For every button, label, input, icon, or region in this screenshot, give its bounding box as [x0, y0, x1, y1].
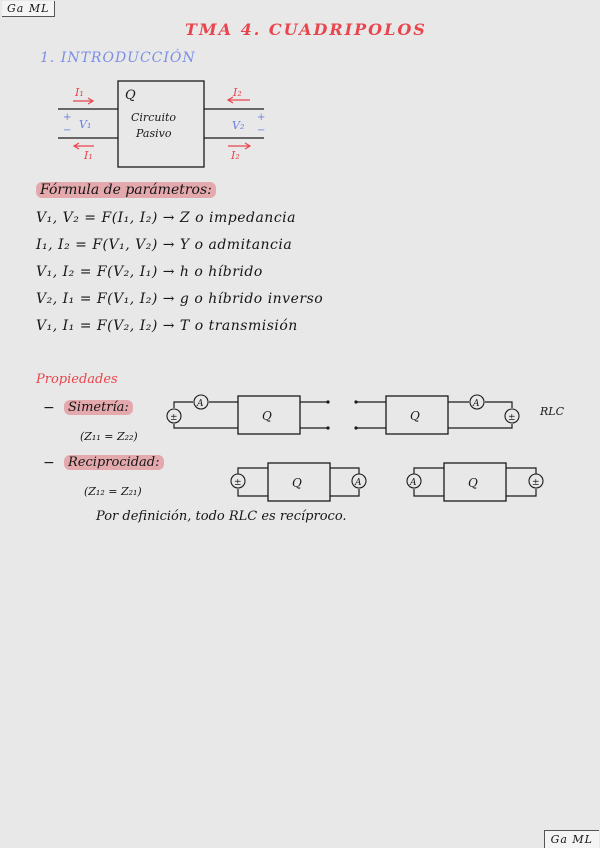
- open-terminal: [326, 400, 329, 403]
- source-symbol-text: ±: [234, 478, 242, 488]
- v2-minus: −: [257, 125, 266, 136]
- symmetry-right-wire: [448, 402, 512, 428]
- header-tag: Ga ML: [2, 1, 55, 17]
- symmetry-circuit-left: [167, 395, 330, 434]
- rlc-label: RLC: [540, 405, 565, 418]
- source-symbol-text: ±: [532, 478, 540, 488]
- symmetry-label: Simetría:: [64, 400, 133, 415]
- formula-row: I₁, I₂ = F(V₁, V₂) → Y o admitancia: [36, 237, 293, 253]
- source-symbol-text: ±: [170, 413, 178, 423]
- symmetry-box-right-q: Q: [410, 409, 420, 423]
- v1-label: V₁: [79, 118, 92, 131]
- reciprocity-label: Reciprocidad:: [64, 455, 164, 470]
- i2-out-label: I₂: [231, 149, 240, 162]
- formula-row: V₁, I₁ = F(V₂, I₂) → T o transmisión: [36, 318, 298, 334]
- box-q-label: Q: [125, 88, 136, 103]
- symmetry-left-wire: [174, 402, 238, 428]
- box-text-line1: Circuito: [131, 111, 176, 124]
- v1-minus: −: [63, 125, 72, 136]
- ammeter-symbol-text: A: [197, 399, 204, 409]
- i1-in-label: I₁: [75, 86, 84, 99]
- intro-section-title: 1. INTRODUCCIÓN: [40, 50, 196, 66]
- open-terminal: [326, 426, 329, 429]
- symmetry-circuit-right: [354, 395, 564, 434]
- formula-row: V₁, V₂ = F(I₁, I₂) → Z o impedancia: [36, 210, 296, 226]
- v2-label: V₂: [232, 119, 245, 132]
- ammeter-symbol-text: A: [355, 478, 362, 488]
- reciprocity-box-right-q: Q: [468, 476, 478, 490]
- i1-out-label: I₁: [84, 149, 93, 162]
- v2-plus: +: [257, 112, 266, 123]
- open-terminal: [354, 400, 357, 403]
- formulas-heading: Fórmula de parámetros:: [36, 182, 216, 198]
- reciprocity-circuit-left: [231, 463, 366, 501]
- bullet-reciprocity: −: [43, 455, 55, 471]
- reciprocity-circuit-right: [407, 463, 543, 501]
- source-symbol-text: ±: [508, 413, 516, 423]
- ammeter-symbol-text: A: [410, 478, 417, 488]
- page-title: TMA 4. CUADRIPOLOS: [185, 20, 427, 39]
- symmetry-condition: (Z₁₁ = Z₂₂): [80, 430, 138, 443]
- box-text-line2: Pasivo: [136, 127, 172, 140]
- reciprocity-condition: (Z₁₂ = Z₂₁): [84, 485, 142, 498]
- formula-row: V₂, I₁ = F(V₁, I₂) → g o híbrido inverso: [36, 291, 324, 307]
- footer-tag: Ga ML: [544, 830, 599, 848]
- reciprocity-box-left-q: Q: [292, 476, 302, 490]
- bullet-symmetry: −: [43, 400, 55, 416]
- reciprocity-note: Por definición, todo RLC es recíproco.: [96, 509, 347, 524]
- open-terminal: [354, 426, 357, 429]
- i2-in-label: I₂: [233, 86, 242, 99]
- ammeter-symbol-text: A: [473, 399, 480, 409]
- symmetry-box-left-q: Q: [262, 409, 272, 423]
- v1-plus: +: [63, 112, 72, 123]
- formula-row: V₁, I₂ = F(V₂, I₁) → h o híbrido: [36, 264, 263, 280]
- properties-heading: Propiedades: [36, 372, 118, 387]
